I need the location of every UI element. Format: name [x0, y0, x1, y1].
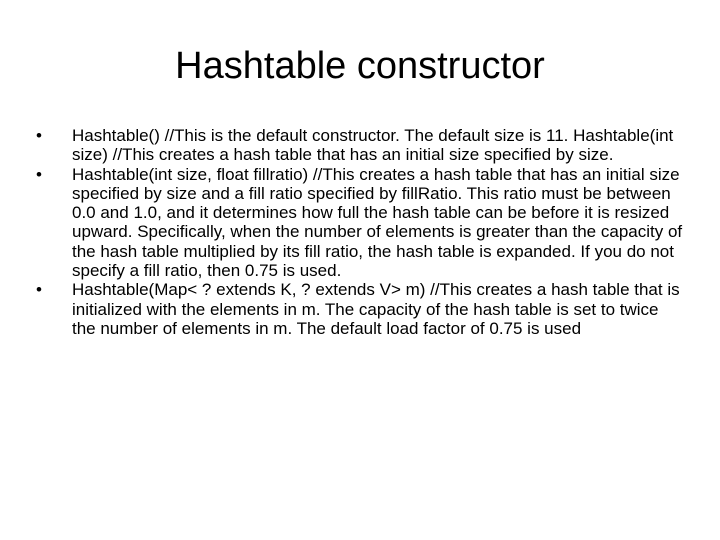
bullet-list: [36, 126, 686, 338]
slide-title: Hashtable constructor: [175, 45, 545, 87]
bullet-text: Hashtable() //This is the default constructor. The default size is 11. Hashtable(int size) //This creates a hash table that has an initial size specified by size.: [72, 126, 674, 165]
bullet-text: Hashtable(int size, float fillratio) //This creates a hash table that has an initial size specified by size and a fill ratio specified by fillRatio. This ratio must be between 0.0 and 1.0, and it determines how full the hash table can be before it is resized upward. Specifically, when the number of elements is greater than the capacity of the hash table multiplied by its fill ratio, the hash table is expanded. If you do not specify a fill ratio, then 0.75 is used.: [72, 164, 683, 281]
bullet-marker: •: [36, 280, 42, 300]
bullet-marker: •: [36, 164, 42, 184]
bullet-item-fillratio-constructor: [36, 165, 686, 281]
bullet-marker: •: [36, 126, 42, 145]
bullet-item-default-constructor: [36, 126, 686, 165]
bullet-text: Hashtable(Map< ? extends K, ? extends V> m) //This creates a hash table that is initialized with the elements in m. The capacity of the hash table is set to twice the number of elements in m. The default load factor of 0.75 is used: [72, 280, 680, 338]
bullet-item-map-constructor: [36, 280, 686, 338]
